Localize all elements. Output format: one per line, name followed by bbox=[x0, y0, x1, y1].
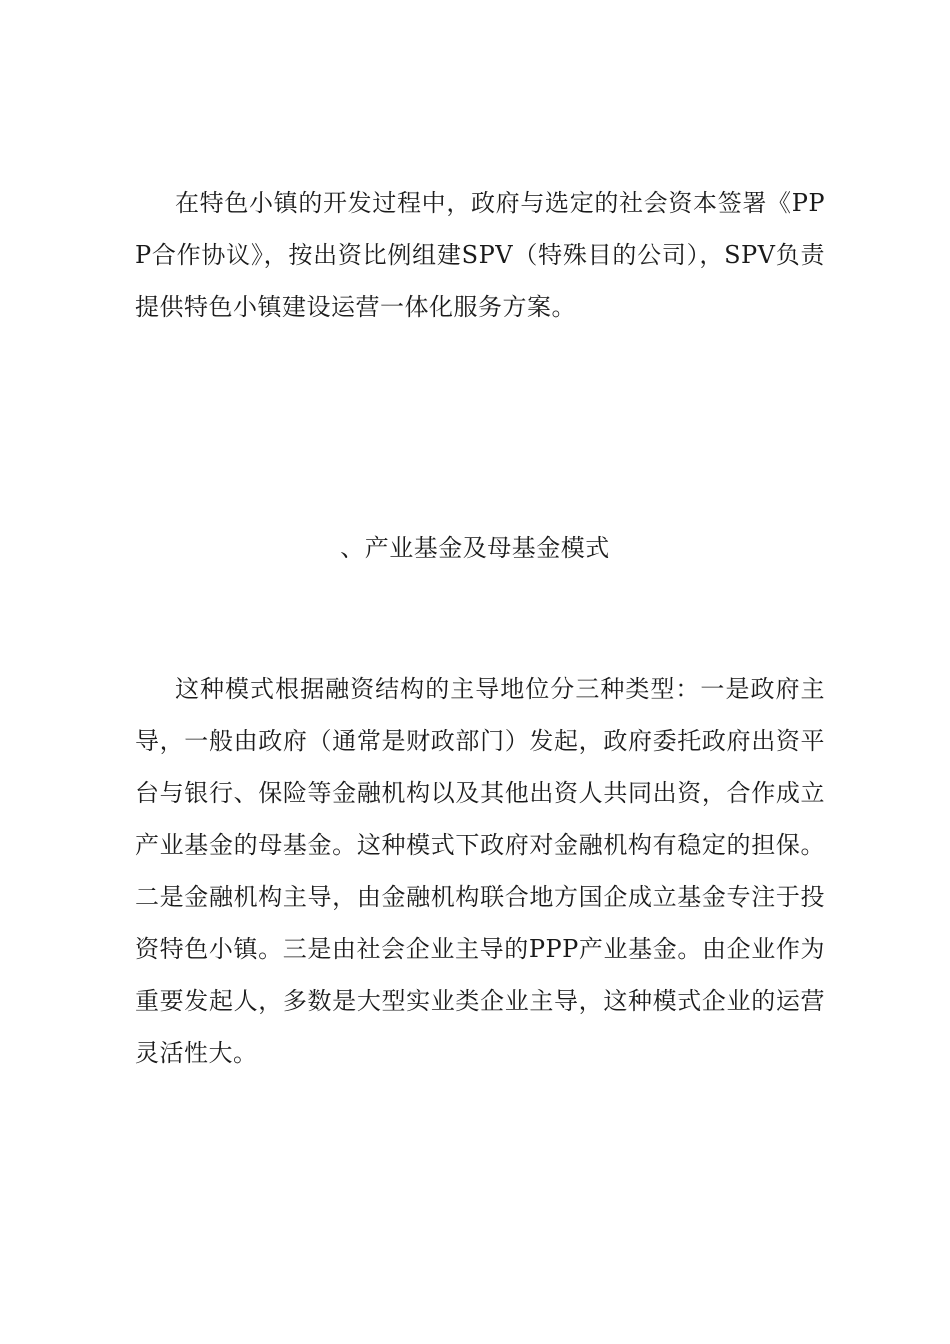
paragraph-fund-modes: 这种模式根据融资结构的主导地位分三种类型：一是政府主导，一般由政府（通常是财政部门）发起，政府委托政府出资平台与银行、保险等金融机构以及其他出资人共同出资，合作成立产业基金的母基金。这种模式下政府对金融机构有稳定的担保。二是金融机构主导，由金融机构联合地方国企成立基金专注于投资特色小镇。三是由社会企业主导的PPP产业基金。由企业作为重要发起人，多数是大型实业类企业主导，这种模式企业的运营灵活性大。 bbox=[135, 675, 825, 1067]
paragraph-spv: 在特色小镇的开发过程中，政府与选定的社会资本签署《PPP合作协议》，按出资比例组建SPV（特殊目的公司），SPV负责提供特色小镇建设运营一体化服务方案。 bbox=[135, 189, 825, 321]
section-heading: 、产业基金及母基金模式 bbox=[340, 534, 610, 562]
